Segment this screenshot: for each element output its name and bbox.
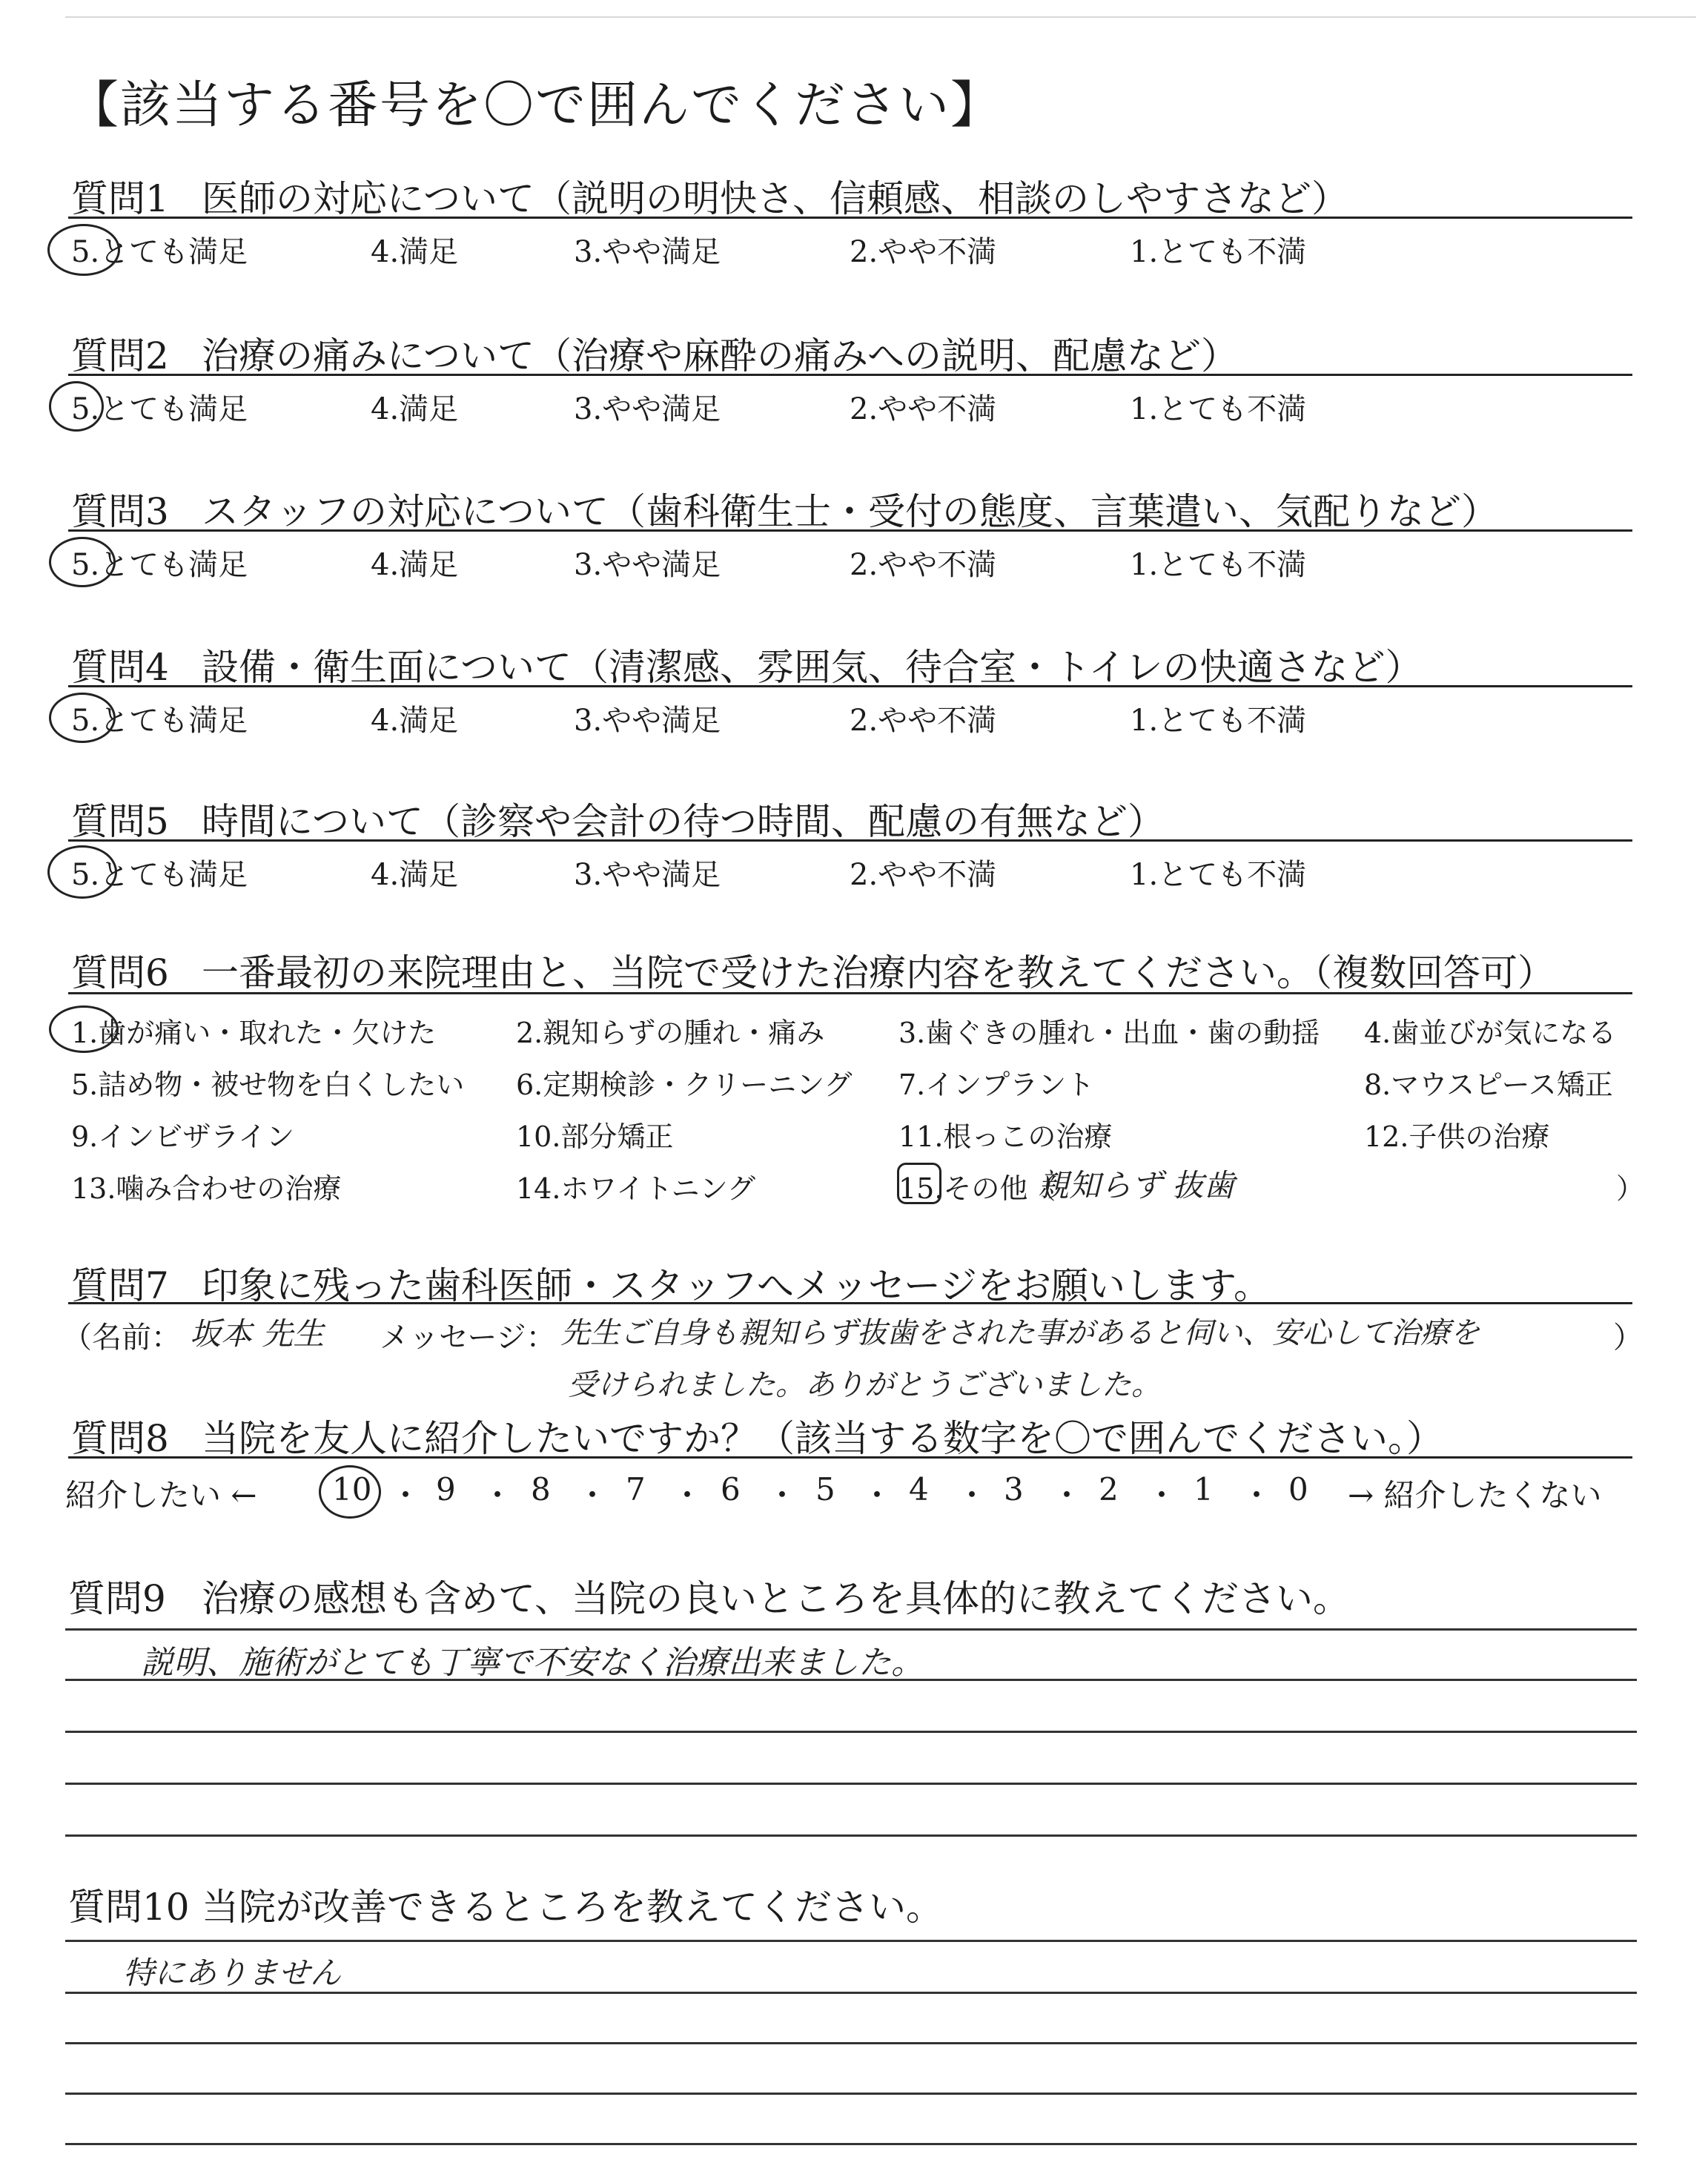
q6-option-2[interactable]: 2.親知らずの腫れ・痛み	[516, 1017, 825, 1049]
q6-other-handwritten-answer: 親知らず 抜歯	[1038, 1167, 1235, 1203]
q2-text: 治療の痛みについて（治療や麻酔の痛みへの説明、配慮など）	[202, 334, 1238, 377]
q4-underline	[68, 685, 1632, 687]
page-top-edge	[65, 16, 1696, 18]
q4-selection-circle	[49, 693, 116, 743]
q1-option-2[interactable]: 2.やや不満	[850, 235, 997, 269]
q8-option-1[interactable]: 1	[1194, 1471, 1214, 1507]
q6-underline	[68, 992, 1632, 994]
q10-answer-line	[65, 1940, 1637, 1942]
q8-scale-left-label: 紹介したい ←	[65, 1477, 257, 1513]
q8-option-10[interactable]: 10	[332, 1471, 372, 1507]
q8-option-2[interactable]: 2	[1099, 1471, 1119, 1507]
q2-option-1[interactable]: 1.とても不満	[1130, 392, 1307, 426]
q7-text: 印象に残った歯科医師・スタッフへメッセージをお願いします。	[202, 1264, 1271, 1307]
q6-label: 質問6	[71, 951, 169, 994]
q8-scale-right-label: → 紹介したくない	[1348, 1477, 1602, 1513]
q2-option-2[interactable]: 2.やや不満	[850, 392, 997, 426]
q8-separator: ・	[672, 1477, 704, 1513]
q10-answer-line	[65, 2093, 1637, 2095]
q5-option-2[interactable]: 2.やや不満	[850, 858, 997, 892]
q6-option-4[interactable]: 4.歯並びが気になる	[1364, 1017, 1617, 1049]
q8-option-8[interactable]: 8	[531, 1471, 551, 1507]
q5-option-1[interactable]: 1.とても不満	[1130, 858, 1307, 892]
q3-option-3[interactable]: 3.やや満足	[574, 548, 721, 582]
q2-label: 質問2	[71, 334, 169, 377]
q4-text: 設備・衛生面について（清潔感、雰囲気、待合室・トイレの快適さなど）	[202, 646, 1423, 689]
q2-underline	[68, 374, 1632, 376]
page-title: 【該当する番号を〇で囲んでください】	[68, 76, 1003, 135]
q8-separator: ・	[956, 1477, 988, 1513]
q7-label: 質問7	[71, 1264, 169, 1307]
q8-option-3[interactable]: 3	[1004, 1471, 1024, 1507]
q7-name-label: （名前：	[62, 1321, 181, 1355]
q8-separator: ・	[577, 1477, 609, 1513]
q8-separator: ・	[1051, 1477, 1083, 1513]
q2-option-3[interactable]: 3.やや満足	[574, 392, 721, 426]
q5-option-3[interactable]: 3.やや満足	[574, 858, 721, 892]
q1-underline	[68, 217, 1632, 219]
q9-label: 質問9	[68, 1577, 166, 1620]
q4-option-4[interactable]: 4.満足	[371, 704, 459, 738]
q8-separator: ・	[767, 1477, 798, 1513]
q5-underline	[68, 839, 1632, 842]
q7-message-label: メッセージ：	[380, 1321, 556, 1355]
q1-text: 医師の対応について（説明の明快さ、信頼感、相談のしやすさなど）	[202, 177, 1348, 220]
q3-underline	[68, 529, 1632, 532]
q8-option-5[interactable]: 5	[815, 1471, 835, 1507]
q6-option-7[interactable]: 7.インプラント	[898, 1069, 1095, 1101]
q9-answer-line	[65, 1731, 1637, 1733]
q5-option-5[interactable]: 5.とても満足	[71, 858, 248, 892]
q8-separator: ・	[1146, 1477, 1178, 1513]
q6-option-6[interactable]: 6.定期検診・クリーニング	[516, 1069, 853, 1101]
q8-option-4[interactable]: 4	[909, 1471, 929, 1507]
q6-option-5[interactable]: 5.詰め物・被せ物を白くしたい	[71, 1069, 465, 1101]
q10-answer-line	[65, 2042, 1637, 2044]
q5-text: 時間について（診察や会計の待つ時間、配慮の有無など）	[202, 800, 1165, 843]
q6-selection-circle-15	[897, 1163, 941, 1204]
q4-option-1[interactable]: 1.とても不満	[1130, 704, 1307, 738]
q8-label: 質問8	[71, 1417, 169, 1460]
q6-option-1[interactable]: 1.歯が痛い・取れた・欠けた	[71, 1017, 437, 1049]
q8-option-7[interactable]: 7	[626, 1471, 646, 1507]
q3-option-2[interactable]: 2.やや不満	[850, 548, 997, 582]
q8-underline	[68, 1456, 1632, 1459]
q2-selection-circle	[49, 381, 104, 432]
q8-separator: ・	[390, 1477, 422, 1513]
q9-answer-line	[65, 1628, 1637, 1631]
q1-option-1[interactable]: 1.とても不満	[1130, 235, 1307, 269]
q2-option-5[interactable]: 5.とても満足	[71, 392, 248, 426]
q9-answer-line	[65, 1679, 1637, 1681]
q6-option-15[interactable]: 15.その他（	[898, 1172, 1056, 1205]
q5-label: 質問5	[71, 800, 169, 843]
q1-option-5[interactable]: 5.とても満足	[71, 235, 248, 269]
q8-option-6[interactable]: 6	[721, 1471, 741, 1507]
q7-close-paren: ）	[1613, 1321, 1643, 1355]
q10-answer-line	[65, 1992, 1637, 1994]
q8-option-9[interactable]: 9	[436, 1471, 456, 1507]
q3-text: スタッフの対応について（歯科衛生士・受付の態度、言葉遣い、気配りなど）	[202, 490, 1498, 533]
q8-separator: ・	[861, 1477, 893, 1513]
q1-option-4[interactable]: 4.満足	[371, 235, 459, 269]
q7-name-handwritten: 坂本 先生	[190, 1315, 325, 1352]
q3-label: 質問3	[71, 490, 169, 533]
q8-option-0[interactable]: 0	[1288, 1471, 1308, 1507]
q3-option-5[interactable]: 5.とても満足	[71, 548, 248, 582]
q8-text: 当院を友人に紹介したいですか？（該当する数字を〇で囲んでください。）	[202, 1417, 1443, 1460]
q6-other-close-paren: ）	[1616, 1172, 1645, 1205]
q7-message-handwritten-line2: 受けられました。ありがとうございました。	[568, 1368, 1161, 1402]
q6-option-10[interactable]: 10.部分矯正	[516, 1120, 674, 1153]
q2-option-4[interactable]: 4.満足	[371, 392, 459, 426]
q4-label: 質問4	[71, 646, 169, 689]
q6-option-3[interactable]: 3.歯ぐきの腫れ・出血・歯の動揺	[898, 1017, 1320, 1049]
q7-underline	[68, 1302, 1632, 1304]
q4-option-5[interactable]: 5.とても満足	[71, 704, 248, 738]
q9-handwritten-answer: 説明、施術がとても丁寧で不安なく治療出来ました。	[141, 1644, 924, 1682]
q3-option-1[interactable]: 1.とても不満	[1130, 548, 1307, 582]
q10-handwritten-answer: 特にありません	[123, 1955, 342, 1991]
q8-separator: ・	[1241, 1477, 1273, 1513]
q3-option-4[interactable]: 4.満足	[371, 548, 459, 582]
q5-selection-circle	[47, 845, 117, 899]
q3-selection-circle	[49, 537, 116, 587]
q6-option-13[interactable]: 13.噛み合わせの治療	[71, 1172, 342, 1205]
q10-label: 質問10	[68, 1886, 190, 1929]
q6-option-9[interactable]: 9.インビザライン	[71, 1120, 295, 1153]
q6-option-12[interactable]: 12.子供の治療	[1364, 1120, 1550, 1153]
q9-answer-line	[65, 1834, 1637, 1837]
q8-selection-circle	[319, 1465, 381, 1519]
q10-answer-line	[65, 2143, 1637, 2145]
q6-option-8[interactable]: 8.マウスピース矯正	[1364, 1069, 1613, 1101]
q6-selection-circle-1	[49, 1005, 119, 1053]
q5-option-4[interactable]: 4.満足	[371, 858, 459, 892]
q8-separator: ・	[482, 1477, 514, 1513]
q6-option-14[interactable]: 14.ホワイトニング	[516, 1172, 756, 1205]
q6-option-11[interactable]: 11.根っこの治療	[898, 1120, 1113, 1153]
q6-text: 一番最初の来院理由と、当院で受けた治療内容を教えてください。（複数回答可）	[202, 951, 1555, 994]
q10-text: 当院が改善できるところを教えてください。	[202, 1886, 943, 1929]
q9-answer-line	[65, 1783, 1637, 1785]
q4-option-3[interactable]: 3.やや満足	[574, 704, 721, 738]
q1-option-3[interactable]: 3.やや満足	[574, 235, 721, 269]
q4-option-2[interactable]: 2.やや不満	[850, 704, 997, 738]
q7-message-handwritten-line1: 先生ご自身も親知らず抜歯をされた事があると伺い、安心して治療を	[560, 1316, 1480, 1350]
q9-text: 治療の感想も含めて、当院の良いところを具体的に教えてください。	[202, 1577, 1350, 1620]
q1-label: 質問1	[71, 177, 169, 220]
q1-selection-circle	[47, 224, 120, 276]
